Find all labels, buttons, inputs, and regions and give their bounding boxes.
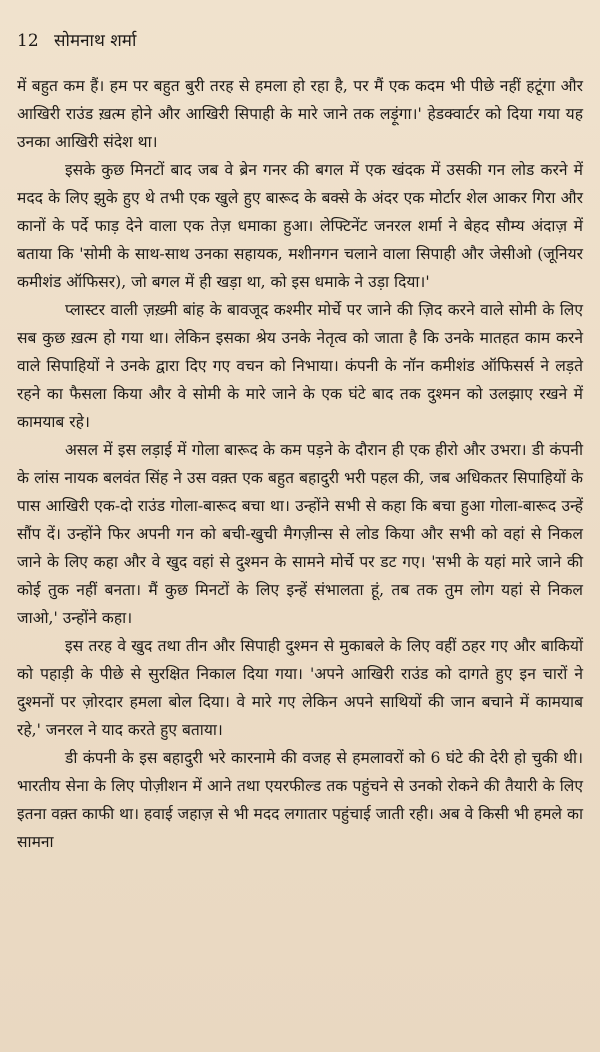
paragraph: डी कंपनी के इस बहादुरी भरे कारनामे की वजह से हमलावरों को 6 घंटे की देरी हो चुकी थी। भारतीय सेना के लिए पोज़ीशन में आने तथा एयरफील्ड तक पहुंचने से उनको रोकने की तैयारी के लिए इतना वक़्त काफी था। हवाई जहाज़ से भी मदद लगातार पहुंचाई जाती रही। अब वे किसी भी हमले का सामना <box>17 749 583 851</box>
paragraph: इसके कुछ मिनटों बाद जब वे ब्रेन गनर की बगल में एक खंदक में उसकी गन लोड करने में मदद के लिए झुके हुए थे तभी एक खुले हुए बारूद के बक्से के अंदर एक मोर्टार शेल आकर गिरा और कानों के पर्दे फाड़ देने वाला एक तेज़ धमाका हुआ। लेफ्टिनेंट जनरल शर्मा ने बेहद सौम्य अंदाज़ में बताया कि 'सोमी के साथ-साथ उनका सहायक, मशीनगन चलाने वाला सिपाही और जेसीओ (जूनियर कमीशंड ऑफिसर), जो बगल में ही खड़ा था, को इस धमाके ने उड़ा दिया।' <box>17 161 583 291</box>
paragraph: प्लास्टर वाली ज़ख़्मी बांह के बावजूद कश्मीर मोर्चे पर जाने की ज़िद करने वाले सोमी के लिए सब कुछ ख़त्म हो गया था। लेकिन इसका श्रेय उनके नेतृत्व को जाता है कि उनके मातहत काम करने वाले सिपाहियों ने उनके द्वारा दिए गए वचन को निभाया। कंपनी के नॉन कमीशंड ऑफिसर्स ने लड़ते रहने का फैसला किया और वे सोमी के मारे जाने के एक घंटे बाद तक दुश्मन को उलझाए रखने में कामयाब रहे। <box>17 301 583 431</box>
page-number: 12 <box>17 31 39 51</box>
page-header <box>17 30 136 52</box>
body-text <box>17 72 583 856</box>
paragraph: इस तरह वे खुद तथा तीन और सिपाही दुश्मन से मुकाबले के लिए वहीं ठहर गए और बाकियों को पहाड़ी के पीछे से सुरक्षित निकाल दिया गया। 'अपने आखिरी राउंड को दागते हुए इन चारों ने दुश्मनों पर ज़ोरदार हमला बोल दिया। वे मारे गए लेकिन अपने साथियों की जान बचाने में कामयाब रहे,' जनरल ने याद करते हुए बताया। <box>17 637 583 739</box>
paragraph: असल में इस लड़ाई में गोला बारूद के कम पड़ने के दौरान ही एक हीरो और उभरा। डी कंपनी के लांस नायक बलवंत सिंह ने उस वक़्त एक बहुत बहादुरी भरी पहल की, जब अधिकतर सिपाहियों के पास आखिरी एक-दो राउंड गोला-बारूद बचा था। उन्होंने सभी से कहा कि बचा हुआ गोला-बारूद उन्हें सौंप दें। उन्होंने फिर अपनी गन को बची-खुची मैगज़ीन्स से लोड किया और सभी को वहां से निकल जाने के लिए कहा और वे खुद वहां से दुश्मन के सामने मोर्चे पर डट गए। 'सभी के यहां मारे जाने की कोई तुक नहीं बनता। मैं कुछ मिनटों के लिए इन्हें संभालता हूं, तब तक तुम लोग यहां से निकल जाओ,' उन्होंने कहा। <box>17 441 583 627</box>
running-title: सोमनाथ शर्मा <box>54 31 137 51</box>
paragraph: में बहुत कम हैं। हम पर बहुत बुरी तरह से हमला हो रहा है, पर मैं एक कदम भी पीछे नहीं हटूंगा और आखिरी राउंड ख़त्म होने और आखिरी सिपाही के मारे जाने तक लड़ूंगा।' हेडक्वार्टर को दिया गया यह उनका आखिरी संदेश था। <box>17 77 583 151</box>
